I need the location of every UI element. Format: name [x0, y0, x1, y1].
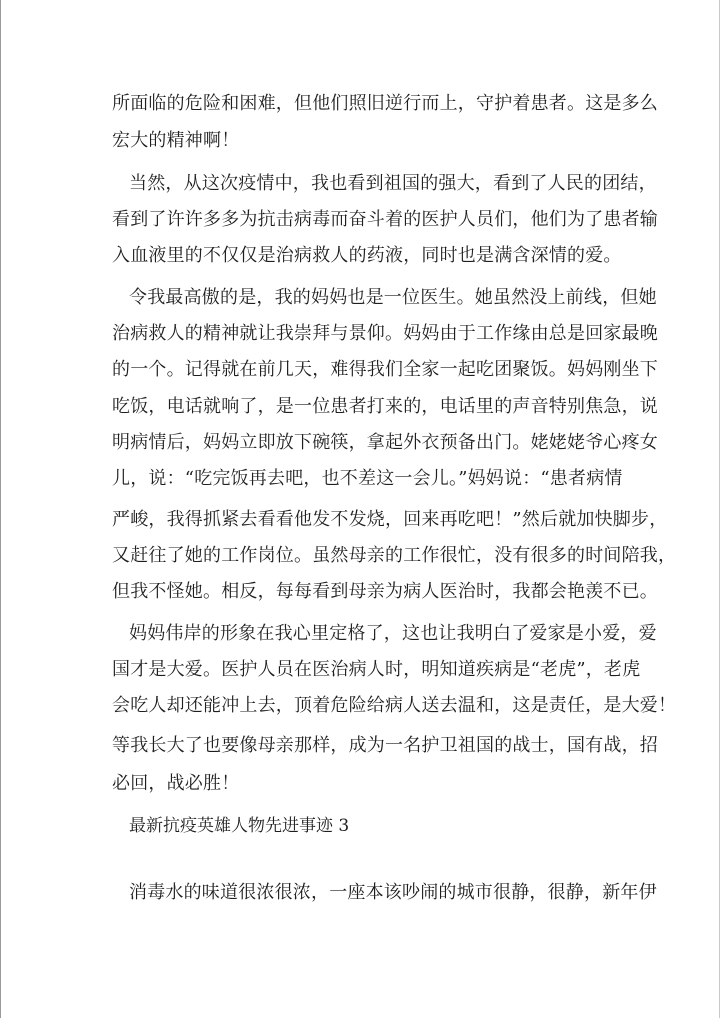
text-line: 看到了许许多多为抗击病毒而奋斗着的医护人员们，他们为了患者输 [112, 209, 658, 230]
paragraph-start-line: 令我最高傲的是，我的妈妈也是一位医生。她虽然没上前线，但她 [129, 287, 657, 308]
text-line: 吃饭，电话就响了，是一位患者打来的，电话里的声音特别焦急，说 [112, 396, 658, 417]
text-line: 的一个。记得就在前几天，难得我们全家一起吃团聚饭。妈妈刚坐下 [112, 359, 658, 380]
text-line: 治病救人的精神就让我崇拜与景仰。妈妈由于工作缘由总是回家最晚 [112, 323, 658, 344]
paragraph-start-line: 当然，从这次疫情中，我也看到祖国的强大，看到了人民的团结， [129, 173, 657, 194]
text-line: 明病情后，妈妈立即放下碗筷，拿起外衣预备出门。姥姥姥爷心疼女 [112, 432, 658, 453]
text-line: 所面临的危险和困难，但他们照旧逆行而上，守护着患者。这是多么 [112, 93, 658, 114]
text-line: 但我不怪她。相反，每每看到母亲为病人医治时，我都会艳羡不已。 [112, 581, 658, 602]
text-line: 宏大的精神啊！ [112, 130, 240, 151]
section-heading: 最新抗疫英雄人物先进事迹 3 [129, 816, 350, 836]
text-line: 等我长大了也要像母亲那样，成为一名护卫祖国的战士，国有战，招 [112, 735, 658, 756]
text-line: 会吃人却还能冲上去，顶着危险给病人送去温和，这是责任，是大爱！ [112, 695, 677, 716]
text-line: 又赶往了她的工作岗位。虽然母亲的工作很忙，没有很多的时间陪我， [112, 545, 677, 566]
text-line: 入血液里的不仅仅是治病救人的药液，同时也是满含深情的爱。 [112, 245, 622, 266]
paragraph-start-line: 妈妈伟岸的形象在我心里定格了，这也让我明白了爱家是小爱，爱 [129, 623, 657, 644]
text-line: 儿，说：“吃完饭再去吧，也不差这一会儿。”妈妈说：“患者病情 [112, 468, 623, 489]
paragraph-start-line: 消毒水的味道很浓很浓，一座本该吵闹的城市很静，很静，新年伊 [129, 882, 657, 903]
text-line: 严峻，我得抓紧去看看他发不发烧，回来再吃吧！”然后就加快脚步， [112, 509, 668, 530]
text-line: 必回，战必胜！ [112, 773, 240, 794]
text-line: 国才是大爱。医护人员在医治病人时，明知道疾病是“老虎”，老虎 [112, 659, 641, 680]
